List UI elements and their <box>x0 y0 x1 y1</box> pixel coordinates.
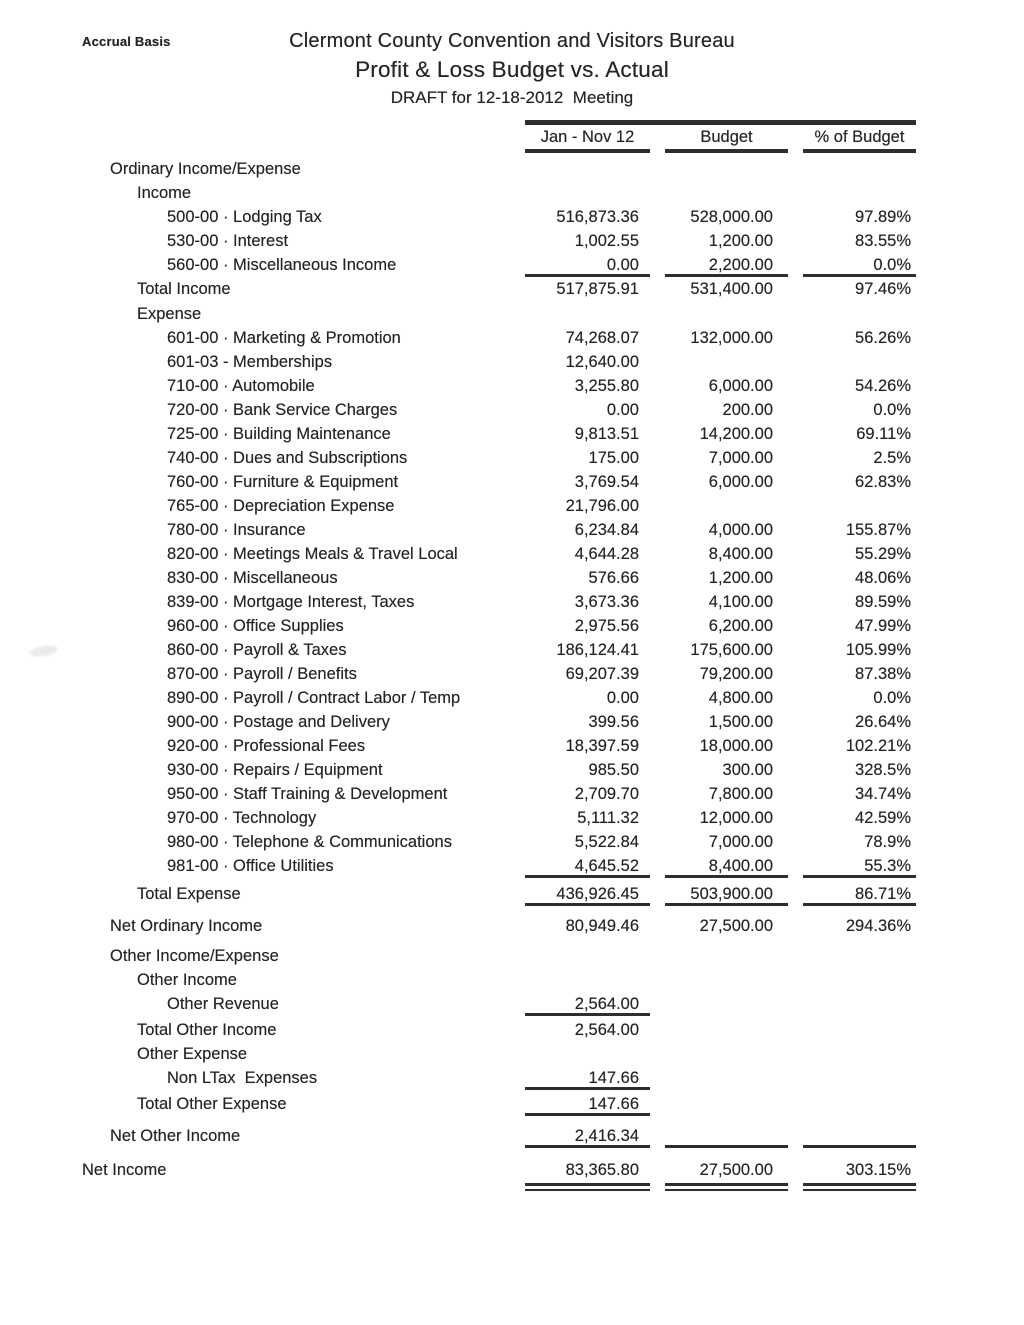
table-row <box>82 1092 916 1116</box>
cell-budget: 2,200.00 <box>665 253 788 277</box>
cell-actual: 69,207.39 <box>565 665 639 683</box>
report-table <box>82 120 916 1182</box>
cell-actual <box>525 302 650 326</box>
row-label: Total Other Expense <box>137 1095 287 1113</box>
cell-pct <box>803 992 916 1016</box>
cell-actual: 80,949.46 <box>565 917 639 935</box>
cell-actual: 74,268.07 <box>565 329 639 347</box>
cell-budget: 12,000.00 <box>699 809 773 827</box>
column-header-pct-of-budget: % of Budget <box>803 126 916 153</box>
row-label: 950-00 · Staff Training & Development <box>167 785 448 803</box>
cell-budget: 528,000.00 <box>690 208 773 226</box>
cell-actual: 175.00 <box>588 449 639 467</box>
cell-budget: 1,200.00 <box>708 569 773 587</box>
cell-budget: 7,000.00 <box>708 449 773 467</box>
cell-pct: 303.15% <box>803 1158 916 1182</box>
table-row <box>82 422 916 446</box>
row-label: 830-00 · Miscellaneous <box>167 569 338 587</box>
table-row <box>82 1018 916 1042</box>
cell-actual: 9,813.51 <box>574 425 639 443</box>
cell-pct: 97.46% <box>855 280 911 298</box>
cell-actual: 985.50 <box>588 761 639 779</box>
cell-actual <box>525 944 650 968</box>
cell-actual: 4,645.52 <box>525 854 650 878</box>
cell-pct: 155.87% <box>845 521 911 539</box>
row-label: Expense <box>137 305 202 323</box>
table-row <box>82 590 916 614</box>
cell-budget <box>665 302 788 326</box>
cell-budget: 175,600.00 <box>690 641 773 659</box>
cell-pct: 47.99% <box>855 617 911 635</box>
table-row <box>82 782 916 806</box>
table-row <box>82 566 916 590</box>
cell-pct: 0.0% <box>803 253 916 277</box>
row-label: 710-00 · Automobile <box>167 377 315 395</box>
table-row <box>82 470 916 494</box>
cell-budget <box>665 944 788 968</box>
cell-actual <box>525 1042 650 1066</box>
table-row <box>82 277 916 301</box>
cell-actual: 2,416.34 <box>525 1124 650 1148</box>
row-label: Other Expense <box>137 1045 248 1063</box>
cell-budget: 79,200.00 <box>699 665 773 683</box>
cell-actual: 18,397.59 <box>565 737 639 755</box>
cell-budget <box>665 992 788 1016</box>
cell-budget: 4,000.00 <box>708 521 773 539</box>
row-label: Other Revenue <box>167 995 279 1013</box>
cell-budget <box>665 350 788 374</box>
cell-pct: 0.0% <box>873 689 911 707</box>
cell-actual: 4,644.28 <box>574 545 639 563</box>
table-row <box>82 758 916 782</box>
cell-budget: 4,100.00 <box>708 593 773 611</box>
cell-pct <box>803 1066 916 1090</box>
cell-budget <box>665 1018 788 1042</box>
cell-budget: 27,500.00 <box>699 917 773 935</box>
cell-actual <box>525 968 650 992</box>
table-row <box>82 326 916 350</box>
cell-pct <box>803 1042 916 1066</box>
cell-pct <box>803 968 916 992</box>
company-name: Clermont County Convention and Visitors Bureau <box>289 30 735 52</box>
table-row <box>82 350 916 374</box>
cell-actual: 0.00 <box>525 253 650 277</box>
row-label: Total Expense <box>137 885 241 903</box>
table-row <box>82 614 916 638</box>
cell-pct: 55.29% <box>855 545 911 563</box>
column-header-budget: Budget <box>665 126 788 153</box>
table-row <box>82 992 916 1016</box>
report-title: Profit & Loss Budget vs. Actual <box>355 57 669 82</box>
cell-pct <box>803 494 916 518</box>
cell-actual: 12,640.00 <box>565 353 639 371</box>
scan-smudge <box>29 644 58 659</box>
cell-actual: 3,255.80 <box>574 377 639 395</box>
row-label: 930-00 · Repairs / Equipment <box>167 761 383 779</box>
row-label: 860-00 · Payroll & Taxes <box>167 641 347 659</box>
table-row <box>82 882 916 906</box>
cell-pct: 56.26% <box>855 329 911 347</box>
cell-actual <box>525 157 650 181</box>
cell-budget <box>665 1042 788 1066</box>
cell-actual: 3,673.36 <box>574 593 639 611</box>
row-label: 560-00 · Miscellaneous Income <box>167 256 397 274</box>
table-row <box>82 944 916 968</box>
cell-actual <box>525 181 650 205</box>
cell-budget: 200.00 <box>722 401 773 419</box>
cell-actual: 516,873.36 <box>556 208 639 226</box>
cell-budget <box>665 494 788 518</box>
row-label: 980-00 · Telephone & Communications <box>167 833 452 851</box>
cell-budget: 14,200.00 <box>699 425 773 443</box>
row-label: 530-00 · Interest <box>167 232 289 250</box>
cell-pct: 105.99% <box>845 641 911 659</box>
cell-actual: 2,564.00 <box>574 1021 639 1039</box>
cell-budget: 132,000.00 <box>690 329 773 347</box>
row-label: Net Other Income <box>110 1127 241 1145</box>
table-row <box>82 662 916 686</box>
table-row <box>82 1158 916 1182</box>
cell-actual: 517,875.91 <box>556 280 639 298</box>
row-label: Income <box>137 184 192 202</box>
row-label: 870-00 · Payroll / Benefits <box>167 665 357 683</box>
table-row <box>82 968 916 992</box>
row-label: 839-00 · Mortgage Interest, Taxes <box>167 593 415 611</box>
table-row <box>82 229 916 253</box>
table-row <box>82 734 916 758</box>
cell-budget: 8,400.00 <box>665 854 788 878</box>
row-label: 970-00 · Technology <box>167 809 317 827</box>
column-headers <box>525 120 916 153</box>
cell-budget: 300.00 <box>722 761 773 779</box>
cell-actual: 436,926.45 <box>525 882 650 906</box>
cell-pct: 89.59% <box>855 593 911 611</box>
row-label: 780-00 · Insurance <box>167 521 306 539</box>
cell-budget: 503,900.00 <box>665 882 788 906</box>
row-label: 981-00 · Office Utilities <box>167 857 334 875</box>
column-header-jan-nov: Jan - Nov 12 <box>525 126 650 153</box>
cell-pct: 26.64% <box>855 713 911 731</box>
cell-pct <box>803 350 916 374</box>
row-label: 725-00 · Building Maintenance <box>167 425 391 443</box>
table-row <box>82 830 916 854</box>
table-row <box>82 494 916 518</box>
cell-pct <box>803 1092 916 1116</box>
cell-budget: 1,200.00 <box>708 232 773 250</box>
cell-pct: 97.89% <box>855 208 911 226</box>
cell-budget: 27,500.00 <box>665 1158 788 1182</box>
row-label: 500-00 · Lodging Tax <box>167 208 322 226</box>
cell-budget <box>665 1066 788 1090</box>
cell-actual: 83,365.80 <box>525 1158 650 1182</box>
cell-pct: 34.74% <box>855 785 911 803</box>
cell-pct: 102.21% <box>845 737 911 755</box>
cell-pct <box>803 157 916 181</box>
row-label: 720-00 · Bank Service Charges <box>167 401 398 419</box>
cell-actual: 2,709.70 <box>574 785 639 803</box>
row-label: 760-00 · Furniture & Equipment <box>167 473 399 491</box>
cell-pct: 62.83% <box>855 473 911 491</box>
table-row <box>82 1042 916 1066</box>
cell-budget: 4,800.00 <box>708 689 773 707</box>
cell-budget: 8,400.00 <box>708 545 773 563</box>
cell-pct: 69.11% <box>856 425 911 443</box>
table-row <box>82 181 916 205</box>
table-row <box>82 1124 916 1148</box>
cell-actual: 186,124.41 <box>556 641 639 659</box>
row-label: Other Income <box>137 971 237 989</box>
cell-actual: 2,564.00 <box>525 992 650 1016</box>
table-row <box>82 157 916 181</box>
accrual-basis-label: Accrual Basis <box>82 34 171 49</box>
report-header <box>0 0 1024 108</box>
cell-budget: 1,500.00 <box>708 713 773 731</box>
cell-actual: 5,111.32 <box>577 809 639 827</box>
cell-actual: 147.66 <box>525 1066 650 1090</box>
row-label: 920-00 · Professional Fees <box>167 737 366 755</box>
table-row <box>82 542 916 566</box>
report-subtitle: DRAFT for 12-18-2012 Meeting <box>390 88 634 107</box>
cell-budget: 6,200.00 <box>708 617 773 635</box>
table-row <box>82 302 916 326</box>
cell-pct: 2.5% <box>873 449 911 467</box>
cell-pct: 86.71% <box>803 882 916 906</box>
row-label: Total Other Income <box>137 1021 277 1039</box>
column-header-row <box>82 120 916 153</box>
cell-pct: 294.36% <box>845 917 911 935</box>
cell-actual: 576.66 <box>588 569 639 587</box>
cell-pct: 87.38% <box>855 665 911 683</box>
row-label: Net Ordinary Income <box>110 917 263 935</box>
row-label: 740-00 · Dues and Subscriptions <box>167 449 408 467</box>
cell-actual: 399.56 <box>588 713 639 731</box>
cell-actual: 3,769.54 <box>574 473 639 491</box>
cell-pct: 48.06% <box>855 569 911 587</box>
table-row <box>82 253 916 277</box>
cell-budget: 6,000.00 <box>708 473 773 491</box>
column-header-spacer <box>82 120 510 153</box>
cell-budget: 7,800.00 <box>708 785 773 803</box>
cell-pct: 55.3% <box>803 854 916 878</box>
table-row <box>82 205 916 229</box>
cell-pct: 83.55% <box>855 232 911 250</box>
row-label: Other Income/Expense <box>110 947 279 965</box>
cell-budget: 6,000.00 <box>708 377 773 395</box>
cell-pct: 0.0% <box>873 401 911 419</box>
cell-actual: 0.00 <box>606 689 639 707</box>
cell-pct <box>803 181 916 205</box>
cell-budget <box>665 181 788 205</box>
table-row <box>82 710 916 734</box>
cell-budget: 7,000.00 <box>708 833 773 851</box>
cell-pct <box>803 302 916 326</box>
cell-actual: 6,234.84 <box>574 521 639 539</box>
cell-pct: 328.5% <box>855 761 911 779</box>
cell-actual: 5,522.84 <box>574 833 639 851</box>
table-row <box>82 638 916 662</box>
cell-budget <box>665 1124 788 1148</box>
report-rows <box>82 157 916 1182</box>
cell-budget: 18,000.00 <box>699 737 773 755</box>
row-label: 900-00 · Postage and Delivery <box>167 713 390 731</box>
row-label: 765-00 · Depreciation Expense <box>167 497 395 515</box>
cell-actual: 1,002.55 <box>574 232 639 250</box>
cell-pct: 42.59% <box>855 809 911 827</box>
row-label: 890-00 · Payroll / Contract Labor / Temp <box>167 689 461 707</box>
row-label: 820-00 · Meetings Meals & Travel Local <box>167 545 458 563</box>
table-row <box>82 686 916 710</box>
cell-pct <box>803 1018 916 1042</box>
table-row <box>82 854 916 878</box>
row-label: 601-00 · Marketing & Promotion <box>167 329 401 347</box>
cell-budget <box>665 157 788 181</box>
row-label: 960-00 · Office Supplies <box>167 617 344 635</box>
cell-actual: 147.66 <box>525 1092 650 1116</box>
row-label: 601-03 - Memberships <box>167 353 333 371</box>
row-label: Net Income <box>82 1161 167 1179</box>
table-row <box>82 518 916 542</box>
row-label: Non LTax Expenses <box>167 1069 318 1087</box>
table-row <box>82 446 916 470</box>
table-row <box>82 374 916 398</box>
cell-budget <box>665 1092 788 1116</box>
row-label: Ordinary Income/Expense <box>110 160 301 178</box>
cell-actual: 0.00 <box>606 401 639 419</box>
table-row <box>82 1066 916 1090</box>
cell-pct <box>803 944 916 968</box>
cell-actual: 2,975.56 <box>574 617 639 635</box>
table-row <box>82 398 916 422</box>
table-row <box>82 806 916 830</box>
cell-pct <box>803 1124 916 1148</box>
cell-actual: 21,796.00 <box>565 497 639 515</box>
row-label: Total Income <box>137 280 231 298</box>
cell-pct: 54.26% <box>855 377 911 395</box>
table-row <box>82 914 916 938</box>
cell-budget <box>665 968 788 992</box>
cell-pct: 78.9% <box>864 833 911 851</box>
cell-budget: 531,400.00 <box>690 280 773 298</box>
